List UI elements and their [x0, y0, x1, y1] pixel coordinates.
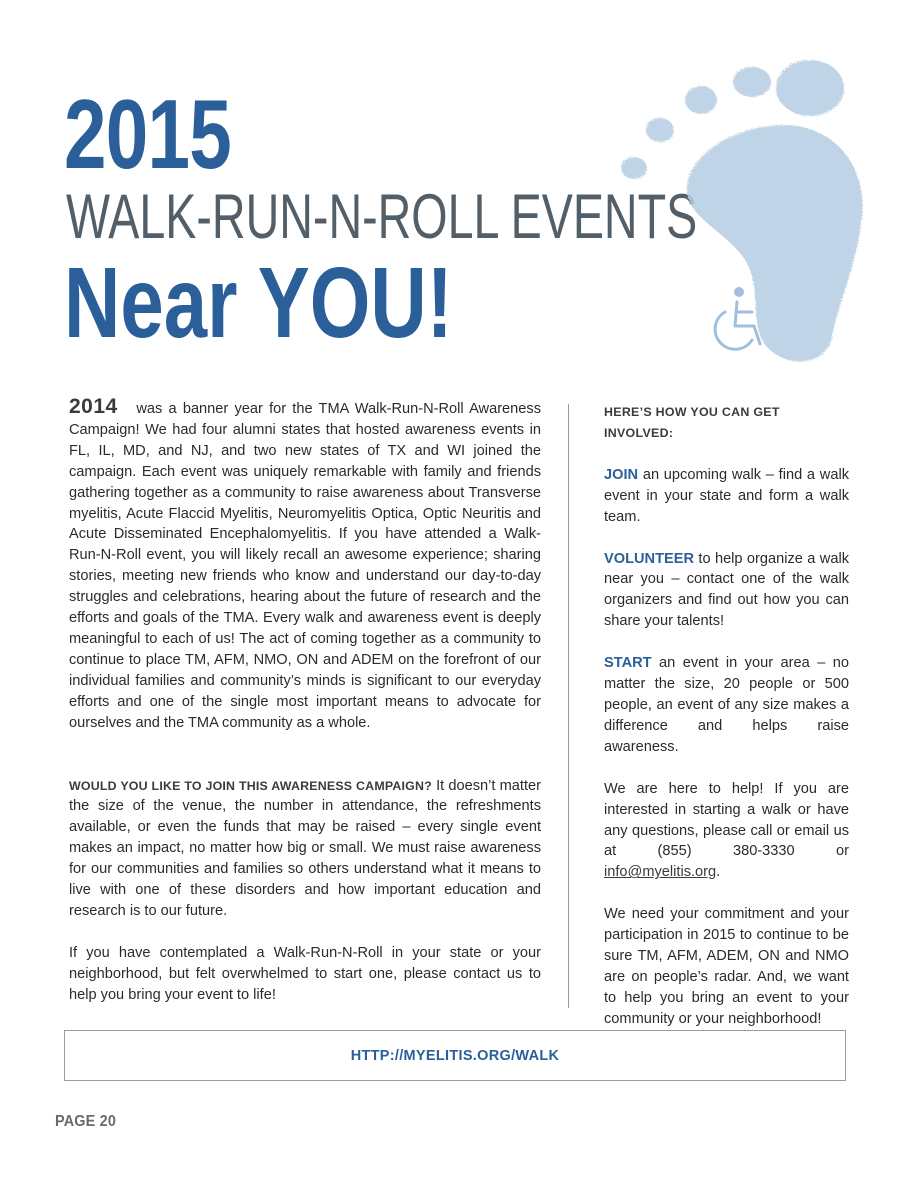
footprint-icon [600, 48, 880, 368]
title-year: 2015 [64, 79, 231, 189]
start-item-text: an event in your area – no matter the size, 20 people or 500 people, an event of any size makes a difference and helps raise awareness. [604, 655, 849, 755]
join-paragraph [69, 776, 541, 922]
page-number: PAGE 20 [55, 1113, 117, 1130]
help-text: We are here to help! If you are interested in starting a walk or have any questions, please call or email us at (855) 380-3330 or [604, 780, 849, 860]
walk-url-link[interactable]: HTTP://MYELITIS.ORG/WALK [350, 1047, 560, 1064]
contact-paragraph: If you have contemplated a Walk-Run-N-Roll in your state or your neighborhood, but felt overwhelmed to start one, please contact us to help you bring your event to life! [69, 944, 541, 1003]
start-keyword: START [604, 655, 652, 672]
lead-year: 2014 [69, 395, 118, 418]
title-events: WALK-RUN-N-ROLL EVENTS [66, 182, 698, 252]
url-box [64, 1030, 846, 1081]
column-divider [568, 404, 569, 1008]
join-item [604, 465, 849, 528]
help-paragraph [604, 779, 849, 884]
commitment-paragraph: We need your commitment and your participation in 2015 to continue to be sure TM, AFM, ADEM, ON and NMO are on people’s radar. And, we want to help you bring an event to your community or your neighborhood! [604, 906, 849, 1027]
email-after: . [716, 864, 721, 881]
join-keyword: JOIN [604, 466, 639, 483]
volunteer-item [604, 549, 849, 633]
start-item [604, 653, 849, 758]
wheelchair-icon [715, 287, 760, 349]
get-involved-heading: HERE’S HOW YOU CAN GET INVOLVED: [604, 405, 780, 440]
join-item-text: an upcoming walk – find a walk event in your state and form a walk team. [604, 466, 849, 525]
right-column [604, 402, 849, 1030]
title-near-you: Near YOU! [64, 247, 453, 359]
intro-paragraph [69, 397, 541, 734]
join-text: It doesn’t matter the size of the venue, the number in attendance, the refreshments available, or even the funds that may be raised – every single event makes an impact, no matter how big or small. We must raise awareness for our communities and families so others understand what it means to live with one of these disorders and how important education and research is to our future. [69, 777, 541, 919]
join-campaign-heading: WOULD YOU LIKE TO JOIN THIS AWARENESS CAMPAIGN? [69, 778, 432, 793]
volunteer-keyword: VOLUNTEER [604, 550, 694, 567]
intro-text: was a banner year for the TMA Walk-Run-N-Roll Awareness Campaign! We had four alumni states that hosted awareness events in FL, IL, MD, and NJ, and two new states of TX and WI joined the campaign. Each event was uniquely remarkable with family and friends gathering together as a community to raise awareness about Transverse myelitis, Acute Flaccid Myelitis, Neuromyelitis Optica, Optic Neuritis and Acute Disseminated Encephalomyelitis. If you have attended a Walk-Run-N-Roll event, you will likely recall an awesome experience; sharing stories, meeting new friends who know and understand our day-to-day struggles and celebrations, hearing about the future of research and the efforts and goals of the TMA. Every walk and awareness event is deeply meaningful to each of us! The act of coming together as a community to continue to place TM, AFM, NMO, ON and ADEM on the forefront of our individual families and community’s minds is significant to our everyday efforts and one of the single most important means to advocate for ourselves and the TMA community as a whole. [69, 401, 541, 731]
email-link[interactable]: info@myelitis.org [604, 864, 717, 881]
left-column [69, 397, 541, 1006]
volunteer-item-text: to help organize a walk near you – contact one of the walk organizers and find out how you can share your talents! [604, 550, 849, 630]
